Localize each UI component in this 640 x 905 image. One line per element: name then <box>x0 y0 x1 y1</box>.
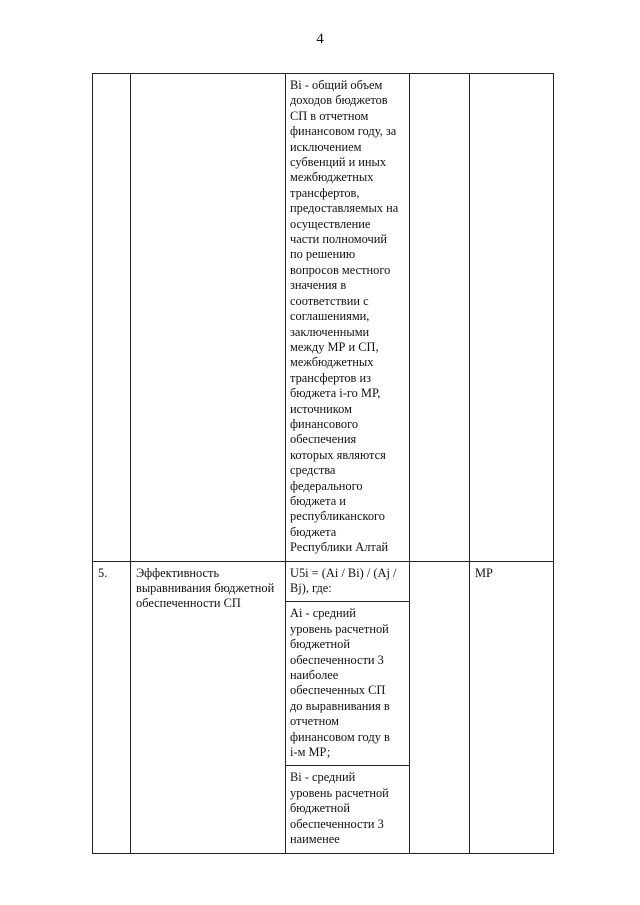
page-number: 4 <box>316 31 324 47</box>
blank-cell <box>410 74 470 562</box>
indicator-name: Эффективность выравнивания бюджетной обеспеченности СП <box>136 565 275 611</box>
indicator-cell <box>131 74 286 562</box>
number-cell <box>93 74 131 562</box>
table-row <box>93 561 554 602</box>
formula-cell <box>286 766 410 853</box>
table-row <box>93 74 554 562</box>
level-value: МР <box>475 565 493 580</box>
number-cell <box>93 561 131 853</box>
blank-cell <box>410 561 470 853</box>
indicators-table <box>92 73 554 854</box>
indicator-cell <box>131 561 286 853</box>
u5i-formula: U5i = (Ai / Bi) / (Aj / Bj), где: <box>290 565 397 595</box>
formula-cell <box>286 74 410 562</box>
bi-definition: Bi - средний уровень расчетной бюджетной обеспеченности 3 наименее <box>290 770 389 847</box>
level-cell <box>470 74 554 562</box>
level-cell <box>470 561 554 853</box>
ai-definition: Ai - средний уровень расчетной бюджетной обеспеченности 3 наиболее обеспеченных СП до выравнивания в отчетном финансовом году в i-м МР; <box>290 606 390 760</box>
bi-total-revenue-definition: Bi - общий объем доходов бюджетов СП в отчетном финансовом году, за исключением субвенций и иных межбюджетных трансфертов, предоставляемых на осуществление части полномочий по решению вопросов местного значения в соответствии с соглашениями, заключенными между МР и СП, межбюджетных трансфертов из бюджета i-го МР, источником финансового обеспечения которых являются средства федерального бюджета и республиканского бюджета Республики Алтай <box>290 78 399 555</box>
formula-cell <box>286 602 410 766</box>
formula-cell <box>286 561 410 602</box>
row-number: 5. <box>98 565 108 580</box>
